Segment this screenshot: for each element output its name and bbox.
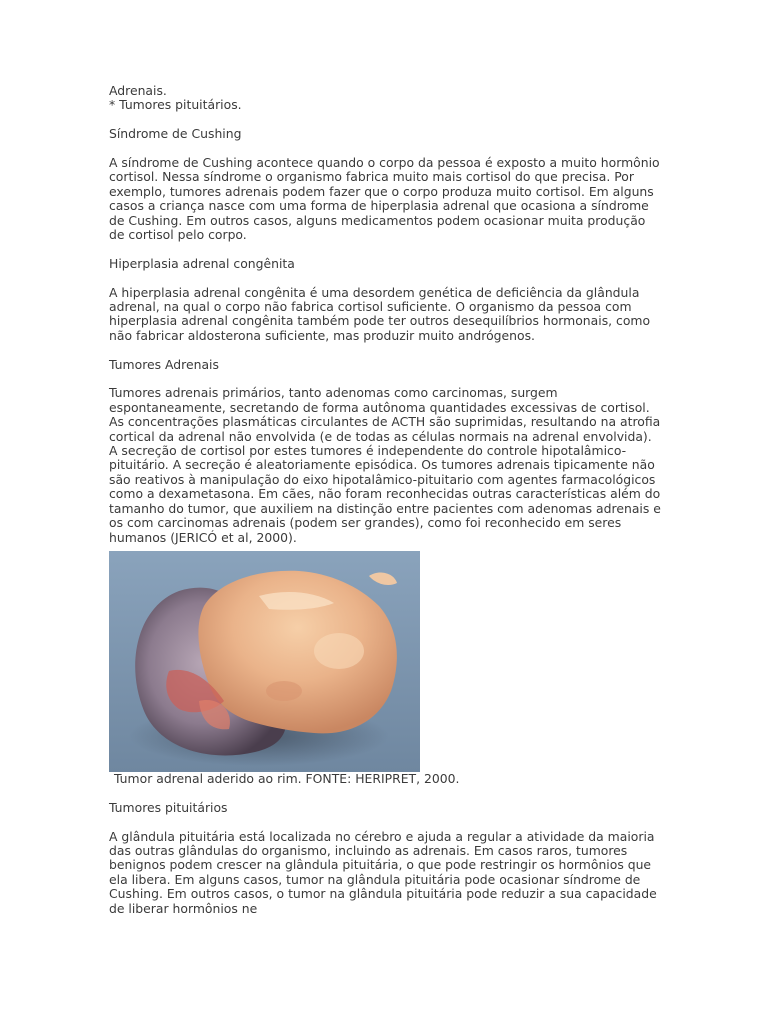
paragraph-line: de Cushing. Em outros casos, alguns medicamentos podem ocasionar muita produção — [109, 212, 646, 228]
section-heading: Tumores pituitários — [109, 799, 228, 815]
paragraph-line: adrenal, na qual o corpo não fabrica cortisol suficiente. O organismo da pessoa com — [109, 299, 632, 315]
paragraph-line: não fabricar aldosterona suficiente, mas produzir muito andrógenos. — [109, 327, 535, 343]
section-heading: Síndrome de Cushing — [109, 126, 242, 142]
paragraph-line: pituitário. A secreção é aleatoriamente episódica. Os tumores adrenais tipicamente não — [109, 457, 655, 473]
paragraph-line: das outras glândulas do organismo, incluindo as adrenais. Em casos raros, tumores — [109, 842, 628, 858]
paragraph-line: humanos (JERICÓ et al, 2000). — [109, 529, 297, 545]
paragraph-line: Tumores adrenais primários, tanto adenomas como carcinomas, surgem — [109, 385, 558, 401]
paragraph-line: cortical da adrenal não envolvida (e de todas as células normais na adrenal envolvida). — [109, 428, 652, 444]
intro-line: Adrenais. — [109, 83, 167, 98]
paragraph-line: como a dexametasona. Em cães, não foram reconhecidas outras características além do — [109, 486, 661, 502]
section-paragraph — [109, 830, 669, 916]
section-heading: Hiperplasia adrenal congênita — [109, 255, 295, 271]
paragraph-line: Cushing. Em outros casos, o tumor na glândula pituitária pode reduzir a sua capacidade — [109, 886, 657, 902]
paragraph-line: espontaneamente, secretando de forma autônoma quantidades excessivas de cortisol. — [109, 399, 650, 415]
section-paragraph — [109, 386, 669, 544]
figure — [109, 551, 669, 786]
paragraph-line: cortisol. Nessa síndrome o organismo fabrica muito mais cortisol do que precisa. Por — [109, 169, 634, 185]
paragraph-line: A secreção de cortisol por estes tumores é independente do controle hipotalâmico- — [109, 443, 627, 459]
section-heading: Tumores Adrenais — [109, 356, 219, 372]
paragraph-line: exemplo, tumores adrenais podem fazer que o corpo produza muito cortisol. Em alguns — [109, 183, 654, 199]
paragraph-line: são reativos à manipulação do eixo hipotalâmico-pituitario com agentes farmacológicos — [109, 471, 656, 487]
paragraph-line: ela libera. Em alguns casos, tumor na glândula pituitária pode ocasionar síndrome de — [109, 871, 641, 887]
paragraph-line: A glândula pituitária está localizada no cérebro e ajuda a regular a atividade da maioria — [109, 828, 655, 844]
intro-line: * Tumores pituitários. — [109, 97, 242, 113]
paragraph-line: casos a criança nasce com uma forma de hiperplasia adrenal que ocasiona a síndrome — [109, 198, 649, 214]
section-paragraph — [109, 156, 669, 242]
section-paragraph — [109, 286, 669, 344]
paragraph-line: A síndrome de Cushing acontece quando o corpo da pessoa é exposto a muito hormônio — [109, 155, 660, 170]
paragraph-line: A hiperplasia adrenal congênita é uma desordem genética de deficiência da glândula — [109, 284, 640, 300]
figure-caption: Tumor adrenal aderido ao rim. FONTE: HERIPRET, 2000. — [114, 770, 460, 786]
paragraph-line: os com carcinomas adrenais (podem ser grandes), como foi reconhecido em seres — [109, 515, 622, 531]
paragraph-line: de liberar hormônios ne — [109, 900, 258, 916]
paragraph-line: tamanho do tumor, que auxiliem na distinção entre pacientes com adenomas adrenais e — [109, 500, 661, 516]
tumor-photo — [109, 551, 420, 772]
paragraph-line: As concentrações plasmáticas circulantes de ACTH são suprimidas, resultando na atrofia — [109, 414, 661, 430]
paragraph-line: de cortisol pelo corpo. — [109, 227, 247, 243]
document-page — [109, 84, 669, 916]
paragraph-line: benignos podem crescer na glândula pituitária, o que pode restringir os hormônios que — [109, 857, 652, 873]
paragraph-line: hiperplasia adrenal congênita também pode ter outros desequilíbrios hormonais, como — [109, 313, 651, 329]
